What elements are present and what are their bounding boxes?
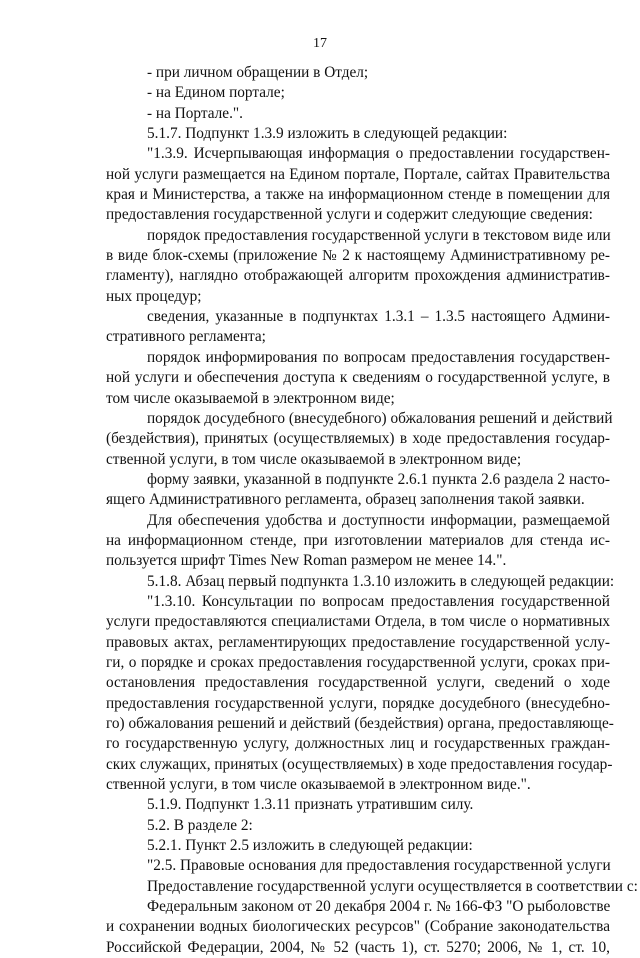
text-line: гламенту), наглядно отображающей алгоритм прохождения административ-: [106, 267, 610, 285]
text-line: ящего Административного регламента, образец заполнения такой заявки.: [106, 491, 585, 509]
text-line: - при личном обращении в Отдел;: [147, 64, 369, 81]
text-line: Российской Федерации, 2004, № 52 (часть 1), ст. 5270; 2006, № 1, ст. 10,: [106, 938, 610, 956]
text-line: Предоставление государственной услуги осуществляется в соответствии с:: [147, 877, 638, 895]
text-line: порядок досудебного (внесудебного) обжалования решений и действий: [147, 409, 613, 427]
document-body: [106, 63, 638, 958]
text-line: пользуется шрифт Times New Roman размером не менее 14.".: [106, 552, 507, 570]
text-line: "1.3.9. Исчерпывающая информация о предоставлении государствен-: [147, 145, 610, 163]
text-line: стративного регламента;: [106, 328, 266, 346]
text-line: ственной услуги, в том числе оказываемой в электронном виде.".: [106, 776, 531, 794]
text-line: и сохранении водных биологических ресурсов" (Собрание законодательства: [106, 918, 610, 936]
text-line: "1.3.10. Консультации по вопросам предоставления государственной: [147, 592, 610, 610]
text-line: услуги предоставляются специалистами Отдела, в том числе о нормативных: [106, 613, 610, 631]
text-line: Для обеспечения удобства и доступности информации, размещаемой: [147, 511, 610, 529]
text-line: края и Министерства, а также на информационном стенде в помещении для: [106, 186, 610, 204]
text-line: форму заявки, указанной в подпункте 2.6.1 пункта 2.6 раздела 2 насто-: [147, 470, 610, 488]
text-line: порядок предоставления государственной услуги в текстовом виде или: [147, 226, 611, 244]
text-line: ги, о порядке и сроках предоставления государственной услуги, сроках при-: [106, 653, 610, 671]
text-line: в виде блок-схемы (приложение № 2 к настоящему Административному ре-: [106, 247, 610, 265]
text-line: порядок информирования по вопросам предоставления государствен-: [147, 348, 610, 366]
text-line: на информационном стенде, при изготовлении материалов для стенда ис-: [106, 531, 610, 549]
text-line: Федеральным законом от 20 декабря 2004 г. № 166-ФЗ "О рыболовстве: [147, 898, 611, 916]
text-line: 5.1.8. Абзац первый подпункта 1.3.10 изложить в следующей редакции:: [147, 572, 615, 590]
text-line: - на Едином портале;: [147, 84, 285, 102]
page-number: 17: [313, 36, 327, 51]
text-line: остановления предоставления государственной услуги, сведений о ходе: [106, 674, 610, 692]
text-line: 5.1.7. Подпункт 1.3.9 изложить в следующей редакции:: [147, 125, 508, 143]
text-line: правовых актах, регламентирующих предоставление государственной услу-: [106, 633, 610, 651]
text-line: (бездействия), принятых (осуществляемых) в ходе предоставления государ-: [106, 430, 610, 448]
text-line: - на Портале.".: [147, 104, 243, 122]
text-line: ной услуги и обеспечения доступа к сведениям о государственной услуге, в: [106, 369, 610, 387]
text-line: го государственную услугу, должностных лиц и государственных граждан-: [106, 735, 610, 753]
text-line: 5.2. В разделе 2:: [147, 816, 253, 834]
text-line: ственной услуги, в том числе оказываемой в электронном виде;: [106, 450, 522, 468]
text-line: ных процедур;: [106, 287, 202, 305]
text-line: ских служащих, принятых (осуществляемых) в ходе предоставления государ-: [106, 755, 613, 773]
text-line: ной услуги размещается на Едином портале, Портале, сайтах Правительства: [106, 165, 610, 183]
text-line: предоставления государственной услуги и содержит следующие сведения:: [106, 206, 593, 224]
text-line: го) обжалования решений и действий (бездействия) органа, предоставляюще-: [106, 715, 614, 732]
text-line: сведения, указанные в подпунктах 1.3.1 – 1.3.5 настоящего Админи-: [147, 308, 610, 326]
text-line: том числе оказываемой в электронном виде;: [106, 389, 395, 407]
text-line: "2.5. Правовые основания для предоставления государственной услуги: [147, 857, 611, 875]
text-line: 5.2.1. Пункт 2.5 изложить в следующей редакции:: [147, 837, 473, 855]
text-line: 5.1.9. Подпункт 1.3.11 признать утратившим силу.: [147, 796, 474, 814]
text-line: предоставления государственной услуги, порядке досудебного (внесудебно-: [106, 694, 610, 712]
